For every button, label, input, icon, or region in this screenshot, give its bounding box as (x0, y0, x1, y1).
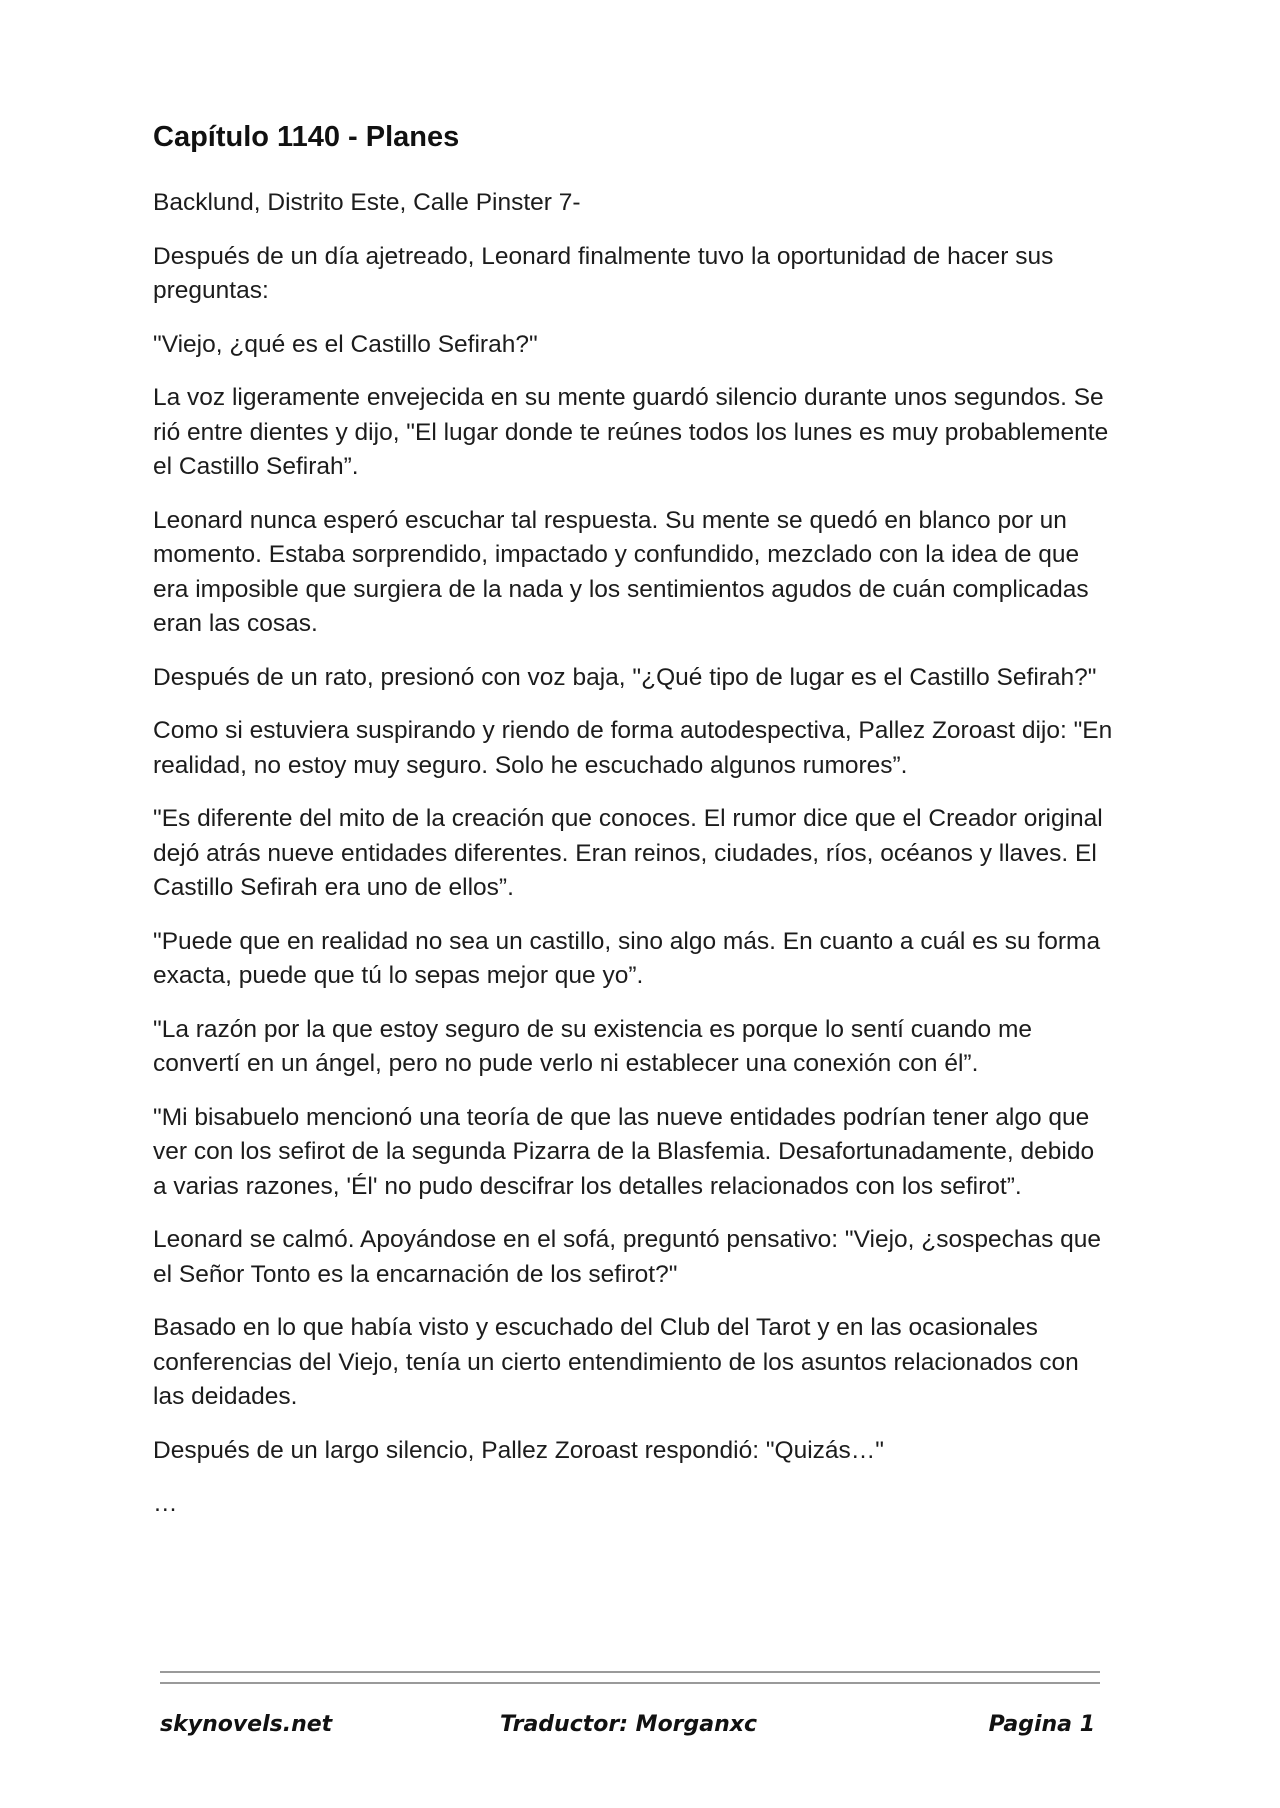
footer-translator-credit: Traductor: Morganxc (500, 1712, 758, 1737)
footer-divider-top (160, 1671, 1100, 1673)
paragraph: "Puede que en realidad no sea un castillo, sino algo más. En cuanto a cuál es su forma exacta, puede que tú lo sepas mejor que yo”. (153, 927, 1101, 989)
paragraph: La voz ligeramente envejecida en su mente guardó silencio durante unos segundos. Se rió entre dientes y dijo, "El lugar donde te reúnes todos los lunes es muy probablemente el Castillo Sefirah”. (153, 384, 1109, 480)
paragraph: Leonard nunca esperó escuchar tal respuesta. Su mente se quedó en blanco por un momento. Estaba sorprendido, impactado y confundido, mezclado con la idea de que era imposible que surgiera de la nada y los sentimientos agudos de cuán complicadas eran las cosas. (153, 506, 1089, 637)
ellipsis-paragraph: … (153, 1490, 178, 1517)
paragraph: Backlund, Distrito Este, Calle Pinster 7- (153, 189, 581, 216)
paragraph: Basado en lo que había visto y escuchado del Club del Tarot y en las ocasionales conferencias del Viejo, tenía un cierto entendimiento de los asuntos relacionados con las deidades. (153, 1314, 1079, 1410)
chapter-title: Capítulo 1140 - Planes (153, 121, 460, 153)
paragraph: "La razón por la que estoy seguro de su existencia es porque lo sentí cuando me convertí en un ángel, pero no pude verlo ni establecer una conexión con él”. (153, 1015, 1032, 1077)
paragraph: Después de un largo silencio, Pallez Zoroast respondió: "Quizás…" (153, 1436, 884, 1464)
paragraph: Después de un rato, presionó con voz baja, "¿Qué tipo de lugar es el Castillo Sefirah?" (153, 663, 1097, 691)
paragraph: Como si estuviera suspirando y riendo de forma autodespectiva, Pallez Zoroast dijo: "En realidad, no estoy muy seguro. Solo he escuchado algunos rumores”. (153, 717, 1113, 779)
paragraph: Después de un día ajetreado, Leonard finalmente tuvo la oportunidad de hacer sus preguntas: (153, 242, 1054, 304)
document-body (153, 120, 1113, 1541)
paragraph: Leonard se calmó. Apoyándose en el sofá, preguntó pensativo: "Viejo, ¿sospechas que el Señor Tonto es la encarnación de los sefirot?" (153, 1226, 1102, 1288)
footer-divider-bottom (160, 1682, 1100, 1684)
paragraph: "Viejo, ¿qué es el Castillo Sefirah?" (153, 330, 538, 358)
paragraph: "Mi bisabuelo mencionó una teoría de que las nueve entidades podrían tener algo que ver con los sefirot de la segunda Pizarra de la Blasfemia. Desafortunadamente, debido a varias razones, 'Él' no pudo descifrar los detalles relacionados con los sefirot”. (153, 1103, 1095, 1200)
page-footer (160, 1712, 1095, 1748)
footer-page-number: Pagina 1 (988, 1712, 1095, 1737)
paragraph: "Es diferente del mito de la creación que conoces. El rumor dice que el Creador original dejó atrás nueve entidades diferentes. Eran reinos, ciudades, ríos, océanos y llaves. El Castillo Sefirah era uno de ellos”. (153, 805, 1103, 901)
footer-site-name: skynovels.net (160, 1712, 333, 1737)
